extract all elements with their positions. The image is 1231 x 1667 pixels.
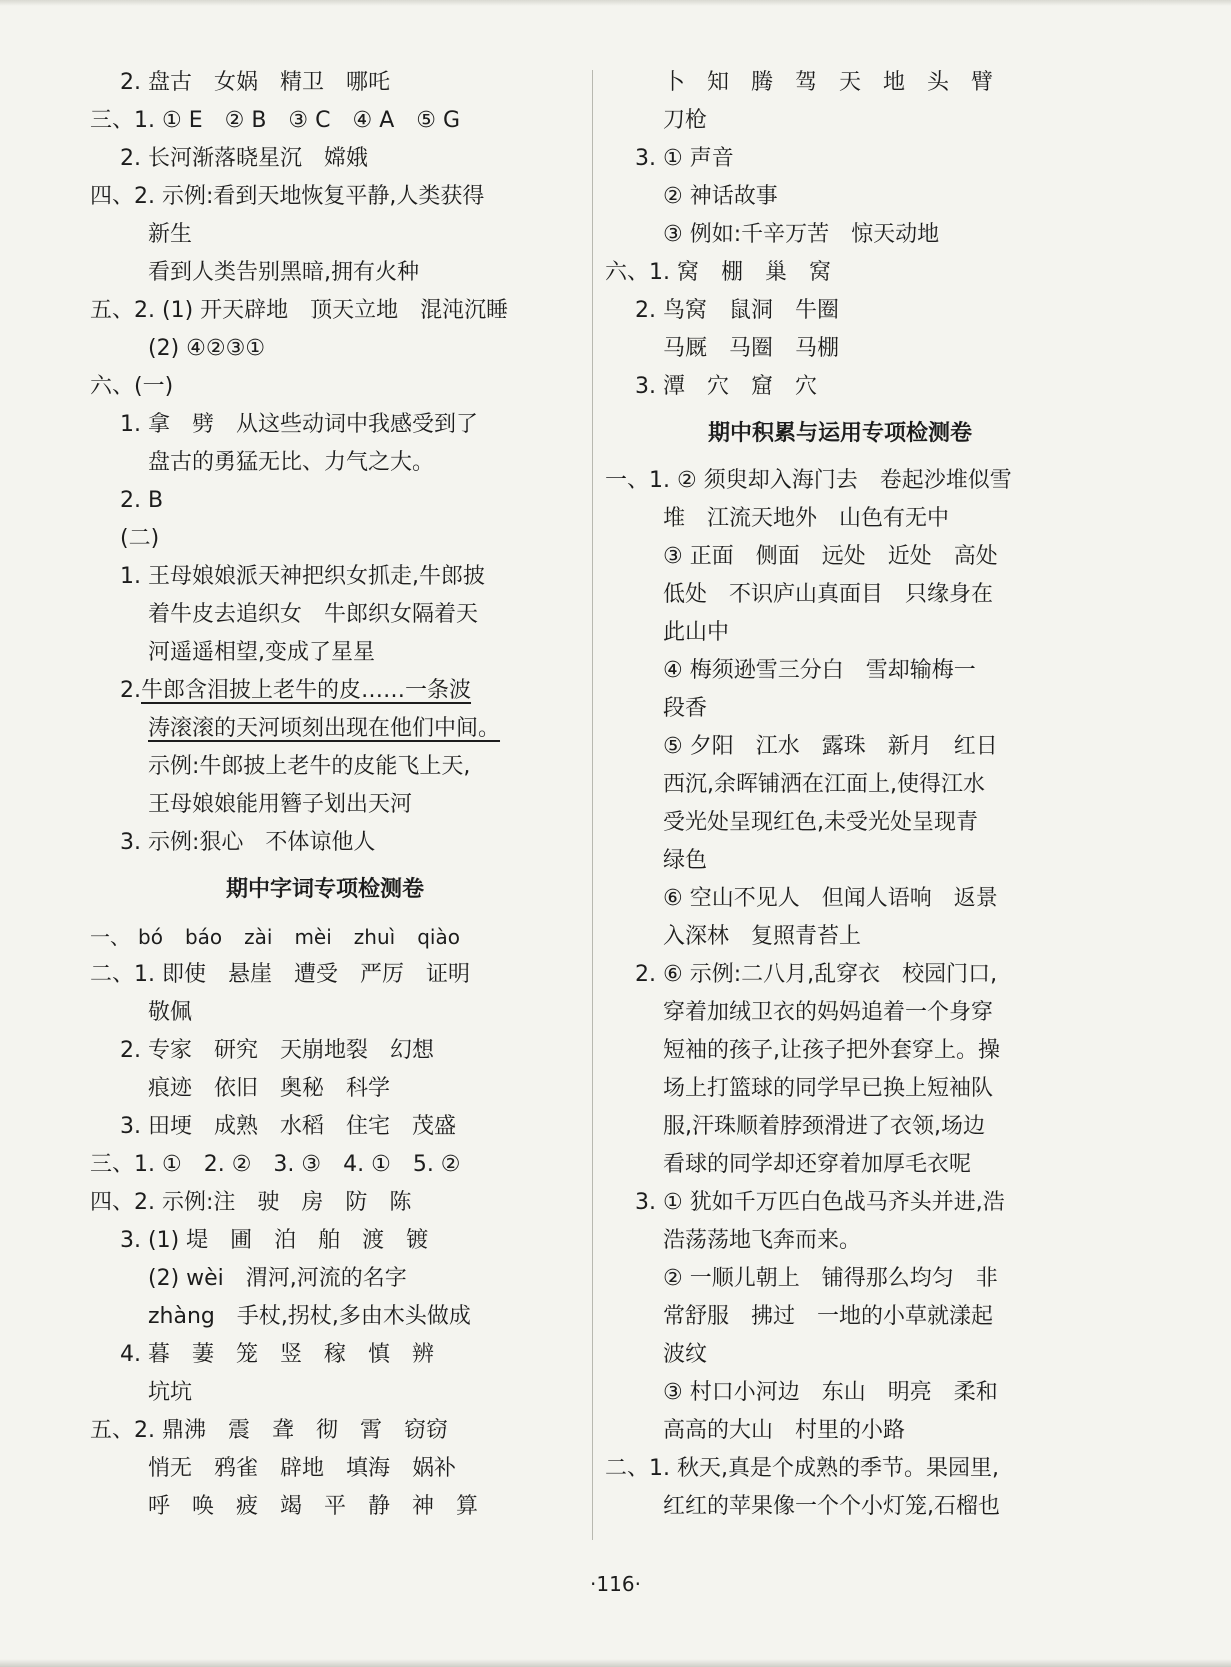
answer-text: 2. 长河渐落晓星沉 嫦娥 [120,146,368,171]
answer-text: 四、2. 示例:看到天地恢复平静,人类获得 [90,184,485,209]
answer-line [605,1222,1075,1260]
answer-line [605,216,1075,254]
answer-text: 3. 示例:狠心 不体谅他人 [120,830,376,855]
answer-text: 看到人类告别黑暗,拥有火种 [148,260,419,285]
answer-text: 看球的同学却还穿着加厚毛衣呢 [663,1152,972,1177]
answer-text: zhàng 手杖,拐杖,多由木头做成 [148,1304,471,1329]
answer-line [605,690,1075,728]
answer-line [90,368,560,406]
answer-line [90,254,560,292]
answer-text: 短袖的孩子,让孩子把外套穿上。操 [663,1038,1000,1063]
answer-line [90,1336,560,1374]
answer-line [90,292,560,330]
answer-text: 五、2. 鼎沸 震 聋 彻 霄 窃窃 [90,1418,448,1443]
pinyin-syllable: qiào [417,925,460,949]
section-number: 一、 [90,925,130,949]
answer-line [90,1488,560,1526]
answer-text: 4. 暮 萋 笼 竖 稼 慎 辨 [120,1342,434,1367]
answer-text: 盘古的勇猛无比、力气之大。 [148,450,435,475]
answer-text: ③ 村口小河边 东山 明亮 柔和 [663,1380,998,1405]
answer-line [90,406,560,444]
answer-line [90,330,560,368]
answer-text: 三、1. ① 2. ② 3. ③ 4. ① 5. ② [90,1152,461,1177]
answer-line [605,766,1075,804]
answer-text: 穿着加绒卫衣的妈妈追着一个身穿 [663,1000,994,1025]
answer-text: 示例:牛郎披上老牛的皮能飞上天, [148,754,471,779]
answer-text: 入深林 复照青苔上 [663,924,862,949]
left-column [90,64,560,1526]
answer-text: 2. B [120,488,164,513]
answer-line [90,1184,560,1222]
column-divider [592,70,593,1540]
answer-line [605,1146,1075,1184]
answer-text: ③ 例如:千辛万苦 惊天动地 [663,222,940,247]
answer-line [605,614,1075,652]
answer-line [90,178,560,216]
answer-text: 高高的大山 村里的小路 [663,1418,906,1443]
answer-text: 六、1. 窝 棚 巢 窝 [605,260,831,285]
answer-text: 马厩 马圈 马棚 [663,336,840,361]
answer-line [605,538,1075,576]
answer-text: 浩荡荡地飞奔而来。 [663,1228,862,1253]
pinyin-syllable: báo [184,925,223,949]
answer-text: 涛滚滚的天河顷刻出现在他们中间。 [148,716,501,741]
answer-text: 2. ⑥ 示例:二八月,乱穿衣 校园门口, [635,962,998,987]
answer-line [605,1184,1075,1222]
answer-line [605,804,1075,842]
top-edge [0,0,1231,6]
answer-line [605,254,1075,292]
answer-line [605,1070,1075,1108]
answer-text: ② 一顺儿朝上 铺得那么均匀 非 [663,1266,998,1291]
answer-text: 1. 王母娘娘派天神把织女抓走,牛郎披 [120,564,485,589]
answer-line [90,1146,560,1184]
answer-text: 二、1. 秋天,真是个成熟的季节。果园里, [605,1456,999,1481]
answer-line [605,1108,1075,1146]
answer-line [90,1222,560,1260]
answer-text: (2) wèi 渭河,河流的名字 [148,1266,407,1291]
answer-text: 痕迹 依旧 奥秘 科学 [148,1076,391,1101]
answer-text: 3. (1) 堤 圃 泊 舶 渡 镀 [120,1228,429,1253]
answer-line [605,1450,1075,1488]
answer-line [605,64,1075,102]
answer-text: 敬佩 [148,1000,193,1025]
pinyin-syllable: zài [244,925,273,949]
answer-line [605,330,1075,368]
answer-line [605,652,1075,690]
answer-text: 王母娘娘能用簪子划出天河 [148,792,413,817]
answer-line [605,728,1075,766]
answer-line [605,102,1075,140]
answer-line [90,482,560,520]
answer-text: ③ 正面 侧面 远处 近处 高处 [663,544,998,569]
right-column [605,64,1075,1526]
answer-line [90,140,560,178]
section-title: 期中积累与运用专项检测卷 [707,421,972,446]
answer-line [90,786,560,824]
answer-text: 1. 拿 劈 从这些动词中我感受到了 [120,412,478,437]
pinyin-row [90,918,560,956]
answer-line [605,1298,1075,1336]
answer-line [90,64,560,102]
answer-text: ④ 梅须逊雪三分白 雪却输梅一 [663,658,976,683]
answer-text: 一、1. ② 须臾却入海门去 卷起沙堆似雪 [605,468,1012,493]
answer-text: 场上打篮球的同学早已换上短袖队 [663,1076,994,1101]
answer-line [90,634,560,672]
answer-line [605,1260,1075,1298]
answer-line [605,292,1075,330]
answer-text: 三、1. ① E ② B ③ C ④ A ⑤ G [90,108,461,133]
answer-text: 堆 江流天地外 山色有无中 [663,506,950,531]
answer-line [90,216,560,254]
pinyin-syllable: mèi [294,925,332,949]
answer-line [605,178,1075,216]
answer-line [90,1450,560,1488]
answer-line [605,842,1075,880]
answer-text: 红红的苹果像一个个小灯笼,石榴也 [663,1494,1000,1519]
answer-line [90,994,560,1032]
answer-line [90,444,560,482]
bottom-edge [0,1659,1231,1667]
answer-line [605,956,1075,994]
answer-line [605,462,1075,500]
answer-text: 二、1. 即使 悬崖 遭受 严厉 证明 [90,962,470,987]
answer-line [90,824,560,862]
answer-line [90,1298,560,1336]
answer-text: 卜 知 腾 驾 天 地 头 臂 [663,70,994,95]
answer-line [90,558,560,596]
answer-text: 坑坑 [148,1380,193,1405]
answer-text: 段香 [663,696,708,721]
item-number: 2. [120,678,141,703]
answer-line [90,102,560,140]
answer-line [605,1412,1075,1450]
answer-line [90,596,560,634]
answer-text: 西沉,余晖铺洒在江面上,使得江水 [663,772,985,797]
answer-line [605,576,1075,614]
answer-text: 3. 潭 穴 窟 穴 [635,374,817,399]
answer-line [90,748,560,786]
pinyin-syllable: zhuì [353,925,396,949]
answer-text: ② 神话故事 [663,184,778,209]
answer-text: 五、2. (1) 开天辟地 顶天立地 混沌沉睡 [90,298,509,323]
answer-text: 常舒服 拂过 一地的小草就漾起 [663,1304,994,1329]
answer-line [605,140,1075,178]
answer-text: 四、2. 示例:注 驶 房 防 陈 [90,1190,412,1215]
page-number: ·116· [590,1572,641,1596]
answer-line [90,1260,560,1298]
answer-text: 低处 不识庐山真面目 只缘身在 [663,582,994,607]
answer-line [605,1032,1075,1070]
answer-text: ⑤ 夕阳 江水 露珠 新月 红日 [663,734,998,759]
answer-text: 服,汗珠顺着脖颈滑进了衣领,场边 [663,1114,985,1139]
answer-line [605,1336,1075,1374]
answer-text: 着牛皮去追织女 牛郎织女隔着天 [148,602,479,627]
answer-text: 2. 鸟窝 鼠洞 牛圈 [635,298,839,323]
answer-line [605,1488,1075,1526]
answer-text: (2) ④②③① [148,336,266,361]
answer-text: 2. 盘古 女娲 精卫 哪吒 [120,70,390,95]
pinyin-syllable: bó [138,925,163,949]
answer-text: 新生 [148,222,193,247]
answer-line [90,1070,560,1108]
answer-line [90,956,560,994]
answer-line [90,520,560,558]
answer-text: 波纹 [663,1342,708,1367]
answer-text: (二) [120,526,160,551]
answer-text: 受光处呈现红色,未受光处呈现青 [663,810,978,835]
answer-text: 悄无 鸦雀 辟地 填海 娲补 [148,1456,457,1481]
answer-text: 牛郎含泪披上老牛的皮……一条波 [141,678,472,703]
answer-line [605,368,1075,406]
answer-line [90,1108,560,1146]
answer-text: 此山中 [663,620,730,645]
answer-line [605,918,1075,956]
answer-line [605,500,1075,538]
answer-text: 六、(一) [90,374,174,399]
answer-text: 绿色 [663,848,708,873]
answer-line [90,1374,560,1412]
answer-line [90,672,560,710]
answer-text: ⑥ 空山不见人 但闻人语响 返景 [663,886,998,911]
answer-text: 刀枪 [663,108,708,133]
section-title: 期中字词专项检测卷 [225,877,424,902]
answer-text: 3. 田埂 成熟 水稻 住宅 茂盛 [120,1114,456,1139]
answer-text: 3. ① 犹如千万匹白色战马齐头并进,浩 [635,1190,1005,1215]
answer-line [90,1032,560,1070]
answer-line [605,994,1075,1032]
answer-line [90,1412,560,1450]
answer-line [605,880,1075,918]
answer-text: 呼 唤 疲 竭 平 静 神 算 [148,1494,479,1519]
answer-text: 河遥遥相望,变成了星星 [148,640,375,665]
answer-text: 2. 专家 研究 天崩地裂 幻想 [120,1038,434,1063]
answer-line [605,1374,1075,1412]
answer-line [90,710,560,748]
answer-text: 3. ① 声音 [635,146,734,171]
